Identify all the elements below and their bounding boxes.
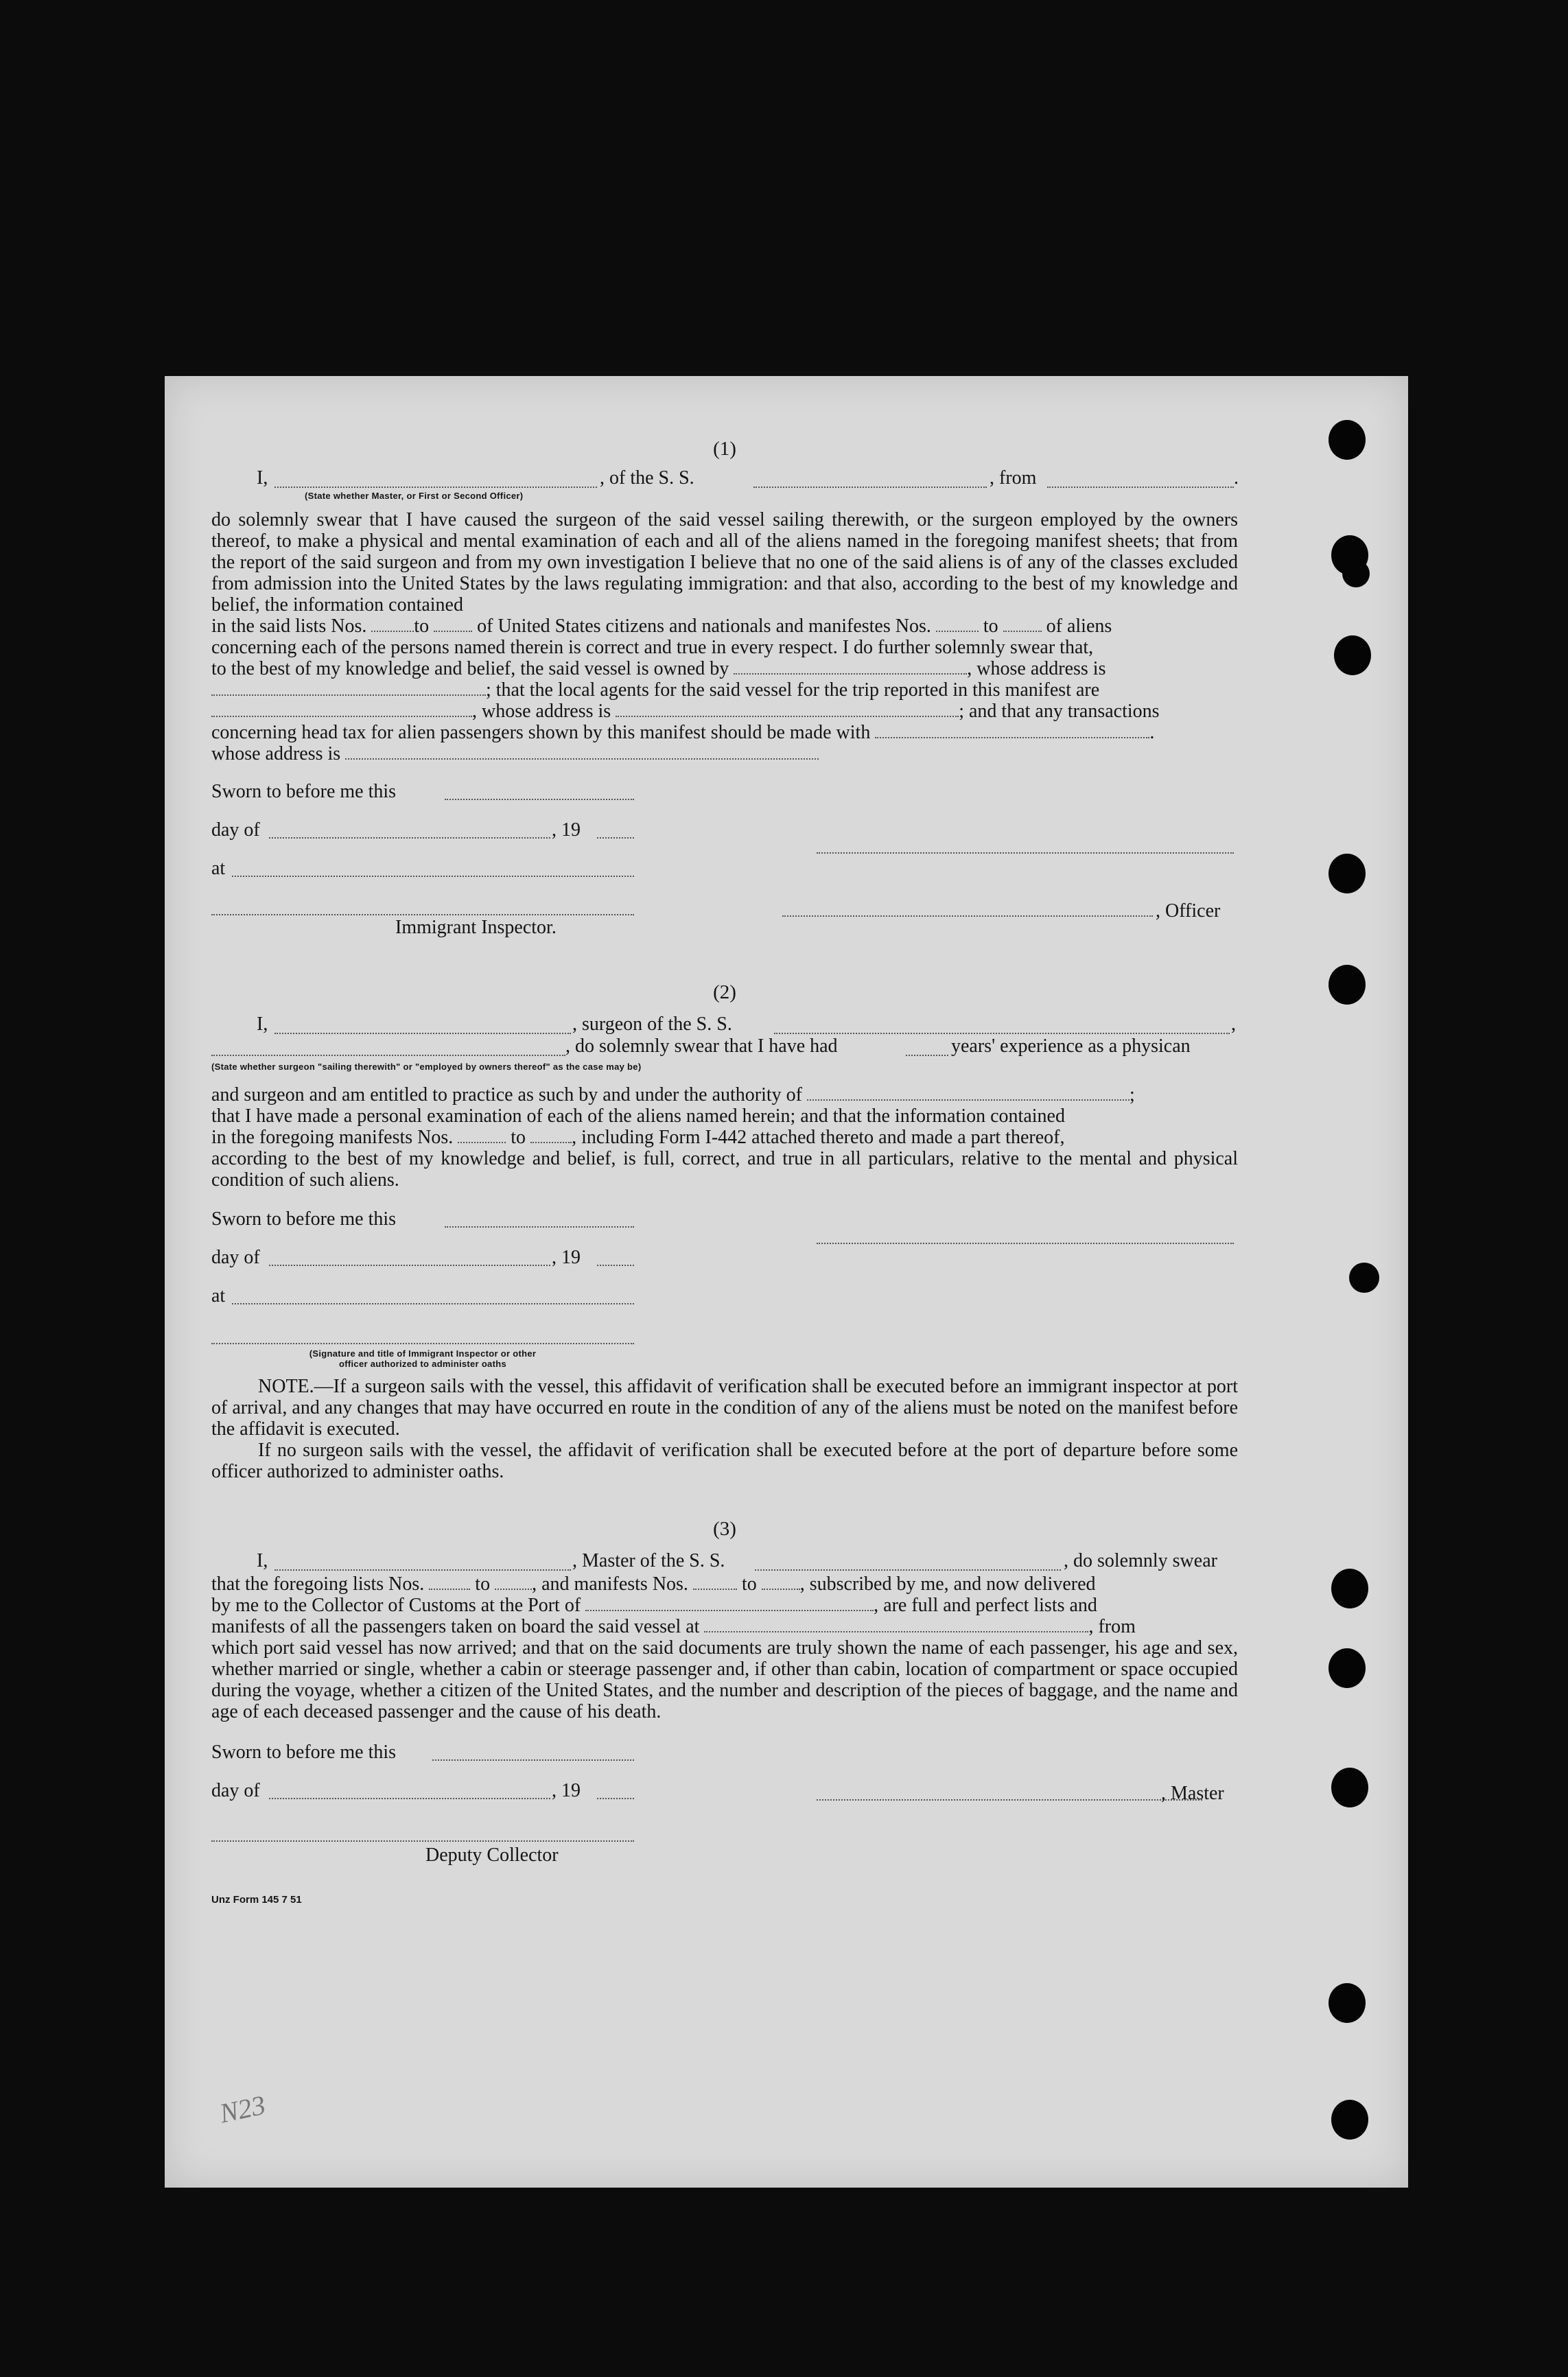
section-2-exam-line: that I have made a personal examination of each of the aliens named herein; and that the information contained <box>211 1105 1065 1127</box>
text: to <box>741 1573 757 1595</box>
text: by me to the Collector of Customs at the Port of <box>211 1595 581 1616</box>
day-of-label: day of <box>211 1247 260 1268</box>
note-paragraph-2: If no surgeon sails with the vessel, the affidavit of verification shall be executed before at the port of departure before some officer authorized to administer oaths. <box>211 1440 1238 1482</box>
master-name-field[interactable] <box>274 1569 571 1571</box>
officer-signature-line-1[interactable] <box>817 852 1234 854</box>
text: to <box>475 1573 491 1595</box>
text: . <box>1149 722 1155 743</box>
text: of United States citizens and nationals and manifestes Nos. <box>477 616 931 637</box>
day-of-label: day of <box>211 819 260 841</box>
ship-name-field[interactable] <box>753 487 987 488</box>
comma: , <box>1231 1014 1236 1035</box>
year-field[interactable] <box>597 837 634 839</box>
section-1-lists-line <box>211 616 1238 637</box>
sworn-label: Sworn to before me this <box>211 1208 397 1230</box>
sworn-label: Sworn to before me this <box>211 781 397 802</box>
section-2-signatures <box>211 1208 1238 1370</box>
form-content <box>211 438 1238 1906</box>
manifest-from-field[interactable] <box>693 1573 737 1590</box>
years-field[interactable] <box>906 1055 948 1056</box>
label-surgeon-of-ss: , surgeon of the S. S. <box>572 1014 732 1035</box>
manifest-to-field[interactable] <box>762 1573 800 1590</box>
section-2-rest: according to the best of my knowledge and belief, is full, correct, and true in all particulars, relative to the mental and physical condition of such aliens. <box>211 1148 1238 1191</box>
punch-hole <box>1331 1768 1368 1807</box>
text: to the best of my knowledge and belief, the said vessel is owned by <box>211 658 729 679</box>
authority-field[interactable] <box>807 1084 1130 1101</box>
owner-address-field[interactable] <box>211 679 486 696</box>
text: in the foregoing manifests Nos. <box>211 1127 454 1148</box>
headtax-contact-field[interactable] <box>875 722 1149 738</box>
text: of aliens <box>1046 616 1112 637</box>
manifest-to-field[interactable] <box>530 1127 572 1143</box>
section-1-agents-address-line <box>211 701 1238 722</box>
surgeon-name-field[interactable] <box>274 1033 571 1034</box>
text: ; and that any transactions <box>959 701 1160 722</box>
ship-name-field-3[interactable] <box>755 1569 1061 1571</box>
label-i: I, <box>257 467 268 489</box>
punch-hole <box>1334 635 1371 675</box>
punch-hole <box>1331 1569 1368 1608</box>
master-label: , Master <box>1161 1783 1224 1804</box>
text: , from <box>1088 1616 1136 1637</box>
manifest-no-from-field[interactable] <box>936 616 979 632</box>
deputy-label: Deputy Collector <box>425 1845 559 1866</box>
sworn-label: Sworn to before me this <box>211 1742 397 1763</box>
year-label: , 19 <box>552 1780 581 1801</box>
punch-hole <box>1329 1983 1366 2023</box>
year-label: , 19 <box>552 819 581 841</box>
year-label: , 19 <box>552 1247 581 1268</box>
section-1-owned-line <box>211 658 1238 679</box>
section-3-manifests-line <box>211 1616 1238 1637</box>
text: , including Form I-442 attached thereto and made a part thereof, <box>572 1127 1065 1148</box>
port-field[interactable] <box>585 1595 874 1611</box>
text: , and manifests Nos. <box>532 1573 688 1595</box>
punch-hole <box>1331 2100 1368 2140</box>
text: that the foregoing lists Nos. <box>211 1573 425 1595</box>
section-1-signatures <box>211 781 1238 959</box>
section-1-caption: (State whether Master, or First or Second Officer) <box>305 491 524 501</box>
manifest-from-field[interactable] <box>458 1127 506 1143</box>
text: , subscribed by me, and now delivered <box>799 1573 1096 1595</box>
section-1-concerning: concerning each of the persons named therein is correct and true in every respect. I do further solemnly swear that, <box>211 637 1094 658</box>
text: concerning head tax for alien passengers shown by this manifest should be made with <box>211 722 871 743</box>
text: whose address is <box>211 743 341 764</box>
year-field[interactable] <box>597 1265 634 1266</box>
section-2-caption: (State whether surgeon "sailing therewith" or "employed by owners thereof" as the case may be) <box>211 1062 642 1072</box>
caption-line: officer authorized to administer oaths <box>339 1359 506 1369</box>
section-3-signatures <box>211 1742 1238 1879</box>
section-3-body: which port said vessel has now arrived; and that on the said documents are truly shown the name of each passenger, his age and sex, whether married or single, whether a cabin or steerage passenger and, if other than cabin, location of compartment or space occupied during the voyage, whether a citizen of the United States, and the number and description of the pieces of baggage, and the name and age of each deceased passenger and the cause of his death. <box>211 1637 1238 1722</box>
section-1-whose-address-line <box>211 743 1238 764</box>
inspector-signature-line[interactable] <box>211 914 634 915</box>
name-field[interactable] <box>274 487 597 488</box>
place-field[interactable] <box>232 1303 634 1304</box>
text: to <box>983 616 998 637</box>
section-3-line-1 <box>211 1550 1238 1573</box>
section-2-authority-line <box>211 1084 1238 1105</box>
at-label: at <box>211 858 226 879</box>
label-i: I, <box>257 1550 268 1571</box>
text: ; that the local agents for the said vessel for the trip reported in this manifest are <box>486 679 1100 701</box>
text: ; <box>1130 1084 1135 1105</box>
section-2-lines <box>211 1014 1238 1063</box>
headtax-address-field[interactable] <box>345 743 819 760</box>
section-3-collector-line <box>211 1595 1238 1616</box>
punch-hole <box>1329 854 1366 893</box>
label-years: years' experience as a physican <box>951 1035 1191 1057</box>
text: , whose address is <box>967 658 1106 679</box>
punch-hole <box>1329 420 1366 460</box>
label-from: , from <box>990 467 1037 489</box>
text: , are full and perfect lists and <box>874 1595 1097 1616</box>
list-to-field[interactable] <box>495 1573 532 1590</box>
caption-line: (Signature and title of Immigrant Inspector or other <box>309 1348 537 1359</box>
officer-signature-line-2[interactable] <box>782 915 1153 917</box>
at-label: at <box>211 1285 226 1307</box>
list-no-to-field[interactable] <box>434 616 472 632</box>
surgeon-signature-line[interactable] <box>817 1243 1234 1244</box>
section-3-lists-line <box>211 1573 1238 1595</box>
section-1-body: do solemnly swear that I have caused the surgeon of the said vessel sailing therewith, or the surgeon employed by the owners thereof, to make a physical and mental examination of each and all of the aliens named in the foregoing manifest sheets; that from the report of the said surgeon and from my own investigation I believe that no one of the said aliens is of any of the classes excluded from admission into the United States by the laws regulating immigration: and that also, according to the best of my knowledge and belief, the information contained <box>211 509 1238 616</box>
surgeon-status-field[interactable] <box>211 1055 565 1056</box>
officer-label: , Officer <box>1156 900 1221 922</box>
from-port-field[interactable] <box>1047 487 1234 488</box>
owner-field[interactable] <box>734 658 967 675</box>
text: in the said lists Nos. <box>211 616 367 637</box>
punch-hole <box>1329 1648 1366 1688</box>
punch-hole <box>1329 965 1366 1005</box>
section-1-line-1 <box>211 467 1238 495</box>
embarkation-port-field[interactable] <box>704 1616 1088 1632</box>
ship-name-field-2[interactable] <box>774 1033 1230 1034</box>
list-no-from-field[interactable] <box>371 616 414 632</box>
inspector-signature-line[interactable] <box>211 1343 634 1344</box>
section-1-headtax-line <box>211 722 1238 743</box>
period: . <box>1234 467 1239 489</box>
form-page <box>165 376 1408 2188</box>
day-month-field[interactable] <box>269 837 550 839</box>
day-of-label: day of <box>211 1780 260 1801</box>
sworn-date-field[interactable] <box>432 1759 634 1761</box>
text: to <box>414 616 430 637</box>
note-paragraph-1: NOTE.—If a surgeon sails with the vessel, this affidavit of verification shall be executed before an immigrant inspector at port of arrival, and any changes that may have occurred en route in the condition of any of the aliens must be noted on the manifest before the affidavit is executed. <box>211 1376 1238 1440</box>
agents-address-field[interactable] <box>616 701 959 717</box>
label-of-ss: , of the S. S. <box>600 467 694 489</box>
sworn-date-field[interactable] <box>445 799 634 800</box>
punch-hole <box>1342 560 1370 587</box>
text: , whose address is <box>472 701 611 722</box>
text: manifests of all the passengers taken on board the said vessel at <box>211 1616 700 1637</box>
deputy-signature-line[interactable] <box>211 1840 634 1842</box>
master-signature-line[interactable] <box>817 1799 1202 1801</box>
punch-hole <box>1349 1263 1379 1293</box>
label-i: I, <box>257 1014 268 1035</box>
label-master-of-ss: , Master of the S. S. <box>572 1550 725 1571</box>
label-swear-had: , do solemnly swear that I have had <box>565 1035 838 1057</box>
list-from-field[interactable] <box>429 1573 470 1590</box>
pencil-mark: N23 <box>217 2089 268 2129</box>
year-field[interactable] <box>597 1798 634 1799</box>
sworn-date-field[interactable] <box>445 1226 634 1228</box>
inspector-label: Immigrant Inspector. <box>395 917 557 938</box>
section-2-manifests-line <box>211 1127 1238 1148</box>
day-month-field[interactable] <box>269 1798 550 1799</box>
text: to <box>511 1127 526 1148</box>
text: and surgeon and am entitled to practice as such by and under the authority of <box>211 1084 802 1105</box>
manifest-no-to-field[interactable] <box>1003 616 1042 632</box>
section-3-number: (3) <box>713 1518 736 1540</box>
label-swear: , do solemnly swear <box>1064 1550 1217 1571</box>
section-1-agents-line <box>211 679 1238 701</box>
section-2-number: (2) <box>713 981 736 1003</box>
place-field[interactable] <box>232 876 634 877</box>
signature-caption <box>211 1348 634 1369</box>
agents-field[interactable] <box>211 701 472 717</box>
form-identifier: Unz Form 145 7 51 <box>211 1894 302 1906</box>
section-1-number: (1) <box>713 438 736 460</box>
day-month-field[interactable] <box>269 1265 550 1266</box>
